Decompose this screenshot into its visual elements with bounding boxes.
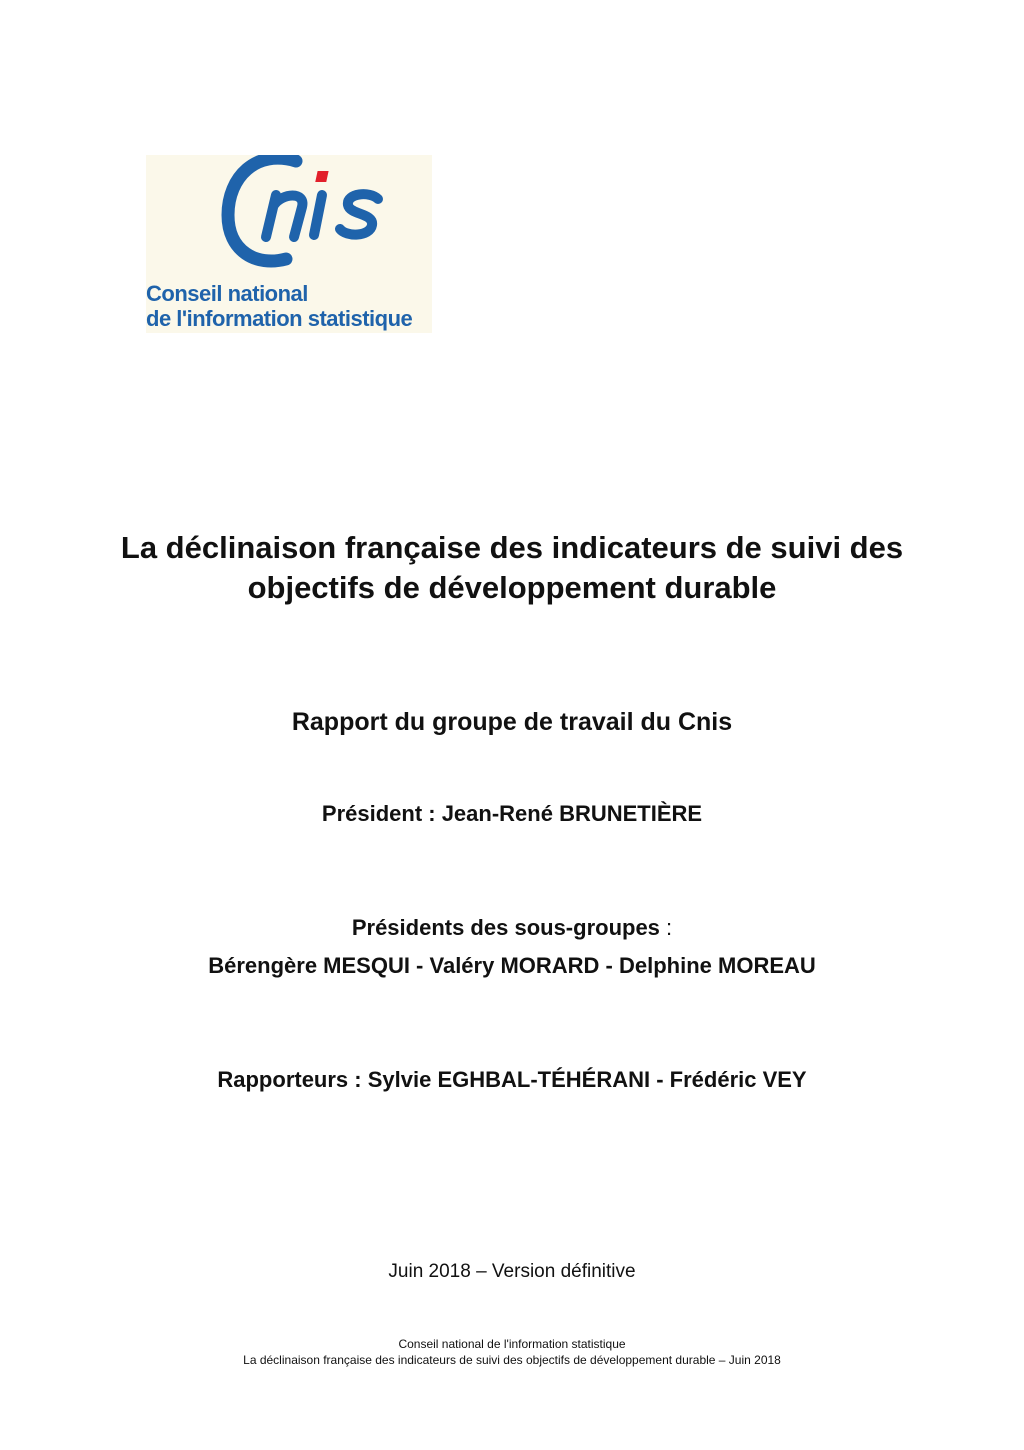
president-line: Président : Jean-René BRUNETIÈRE	[321, 801, 703, 826]
footer-line-1: Conseil national de l'information statistique	[398, 1337, 626, 1351]
document-title: La déclinaison française des indicateurs de suivi des objectifs de développement durable	[120, 530, 904, 605]
c-arc-shape	[228, 158, 296, 261]
logo-text-line-2: de l'information statistique	[146, 306, 413, 331]
cnis-logo	[146, 155, 432, 333]
s-letter-shape	[340, 194, 378, 234]
sub-group-presidents-colon: :	[659, 915, 673, 940]
cnis-wordmark-graphic	[146, 155, 432, 280]
document-subtitle: Rapport du groupe de travail du Cnis	[291, 708, 733, 736]
i-letter-shape	[314, 195, 322, 235]
footer-line-2: La déclinaison française des indicateurs de suivi des objectifs de développement durable – Juin 2018	[243, 1353, 781, 1367]
version-date: Juin 2018 – Version définitive	[388, 1261, 636, 1282]
n-letter-shape	[266, 195, 302, 237]
rapporteurs-line: Rapporteurs : Sylvie EGHBAL-TÉHÉRANI - Frédéric VEY	[217, 1067, 807, 1092]
sub-group-presidents-label: Présidents des sous-groupes	[351, 915, 660, 940]
sub-group-presidents-names: Bérengère MESQUI - Valéry MORARD - Delphine MOREAU	[208, 953, 816, 978]
logo-text-line-1: Conseil national	[146, 281, 308, 306]
i-dot-red-shape	[315, 171, 328, 182]
sub-group-presidents-heading	[0, 915, 1024, 941]
